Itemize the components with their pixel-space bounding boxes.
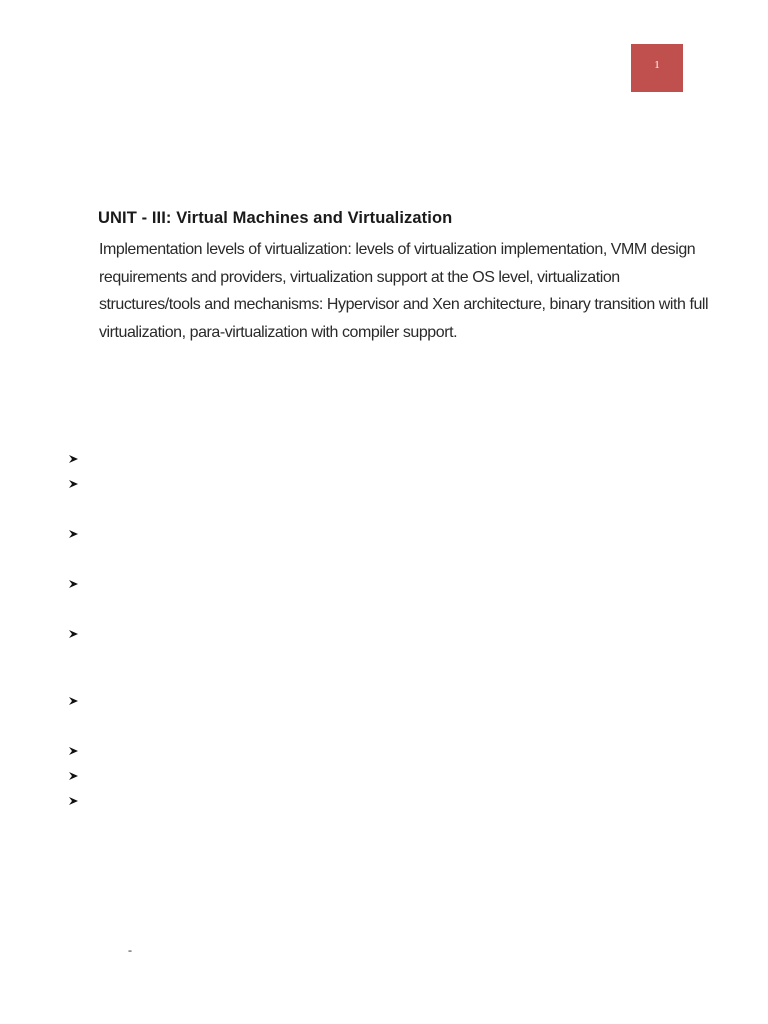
arrow-bullet-icon <box>68 628 80 640</box>
arrow-bullet-icon <box>68 578 80 590</box>
arrow-bullet-icon <box>68 795 80 807</box>
arrow-bullet-icon <box>68 478 80 490</box>
arrow-bullet-icon <box>68 695 80 707</box>
arrow-bullet-icon <box>68 770 80 782</box>
arrow-bullet-icon <box>68 453 80 465</box>
unit-description: Implementation levels of virtualization: levels of virtualization implementation, VMM design requirements and providers, virtualization support at the OS level, virtualization structures/tools and mechanisms: Hypervisor and Xen architecture, binary transition with full virtualization, para-virtualization with compiler support. <box>99 241 709 341</box>
unit-heading: UNIT - III: Virtual Machines and Virtualization <box>98 209 453 227</box>
footer-mark: - <box>128 943 132 957</box>
page-number-badge <box>631 44 683 92</box>
arrow-bullet-icon <box>68 528 80 540</box>
arrow-bullet-icon <box>68 745 80 757</box>
page-number: 1 <box>654 59 660 71</box>
